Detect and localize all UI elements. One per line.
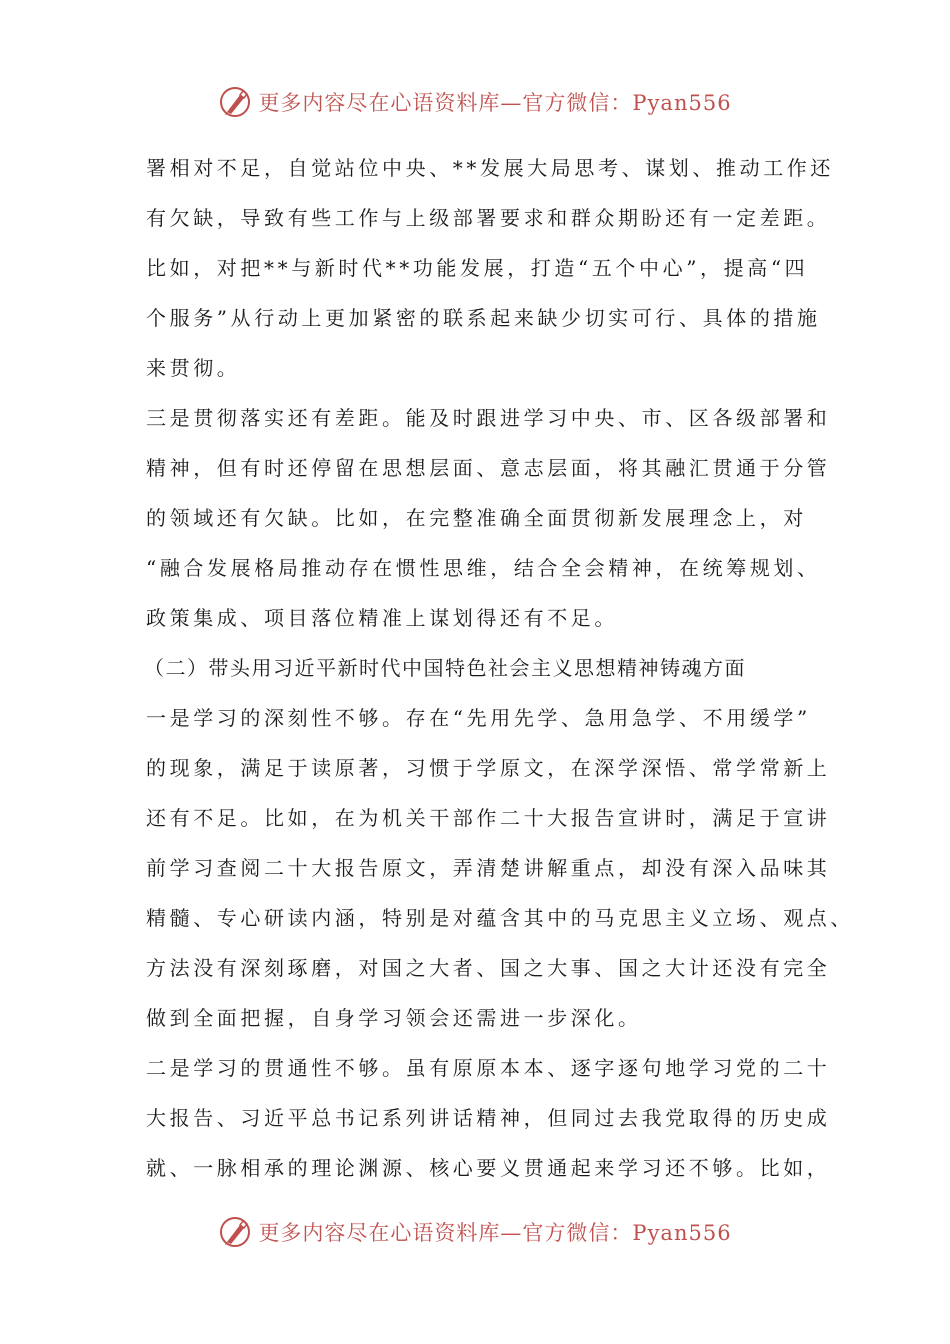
body-line: 二是学习的贯通性不够。虽有原原本本、逐字逐句地学习党的二十 [146, 1056, 831, 1080]
section-heading: （二）带头用习近平新时代中国特色社会主义思想精神铸魂方面 [144, 656, 746, 680]
body-line: 的领域还有欠缺。比如，在完整准确全面贯彻新发展理念上，对 [146, 506, 807, 530]
body-line: 来贯彻。 [146, 356, 241, 380]
body-line: 的现象，满足于读原著，习惯于学原文，在深学深悟、常学常新上 [146, 756, 831, 780]
body-line: 大报告、习近平总书记系列讲话精神，但同过去我党取得的历史成 [146, 1106, 831, 1130]
body-line: 三是贯彻落实还有差距。能及时跟进学习中央、市、区各级部署和 [146, 406, 831, 430]
body-line: 方法没有深刻琢磨，对国之大者、国之大事、国之大计还没有完全 [146, 956, 831, 980]
body-line: 署相对不足，自觉站位中央、**发展大局思考、谋划、推动工作还 [146, 156, 834, 180]
footer-banner-text: 更多内容尽在心语资料库—官方微信：Pyan556 [258, 1221, 732, 1245]
header-banner [0, 80, 950, 124]
footer-banner [0, 1210, 950, 1254]
body-line: 就、一脉相承的理论渊源、核心要义贯通起来学习还不够。比如， [146, 1156, 831, 1180]
body-line: 做到全面把握，自身学习领会还需进一步深化。 [146, 1006, 642, 1030]
body-line: 前学习查阅二十大报告原文，弄清楚讲解重点，却没有深入品味其 [146, 856, 831, 880]
header-banner-text: 更多内容尽在心语资料库—官方微信：Pyan556 [258, 91, 732, 115]
body-line: 政策集成、项目落位精准上谋划得还有不足。 [146, 606, 618, 630]
body-line: 个服务”从行动上更加紧密的联系起来缺少切实可行、具体的措施 [146, 306, 821, 330]
body-line: 还有不足。比如，在为机关干部作二十大报告宣讲时，满足于宣讲 [146, 806, 831, 830]
body-line: 一是学习的深刻性不够。存在“先用先学、急用急学、不用缓学” [146, 706, 811, 730]
pen-nib-logo-icon [218, 1215, 252, 1249]
body-line: 精髓、专心研读内涵，特别是对蕴含其中的马克思主义立场、观点、 [146, 906, 854, 930]
body-line: 有欠缺，导致有些工作与上级部署要求和群众期盼还有一定差距。 [146, 206, 831, 230]
document-body [144, 146, 854, 1196]
body-line: “融合发展格局推动存在惯性思维，结合全会精神，在统筹规划、 [146, 556, 821, 580]
body-line: 比如，对把**与新时代**功能发展，打造“五个中心”，提高“四 [146, 256, 809, 280]
pen-nib-logo-icon [218, 85, 252, 119]
body-line: 精神，但有时还停留在思想层面、意志层面，将其融汇贯通于分管 [146, 456, 831, 480]
